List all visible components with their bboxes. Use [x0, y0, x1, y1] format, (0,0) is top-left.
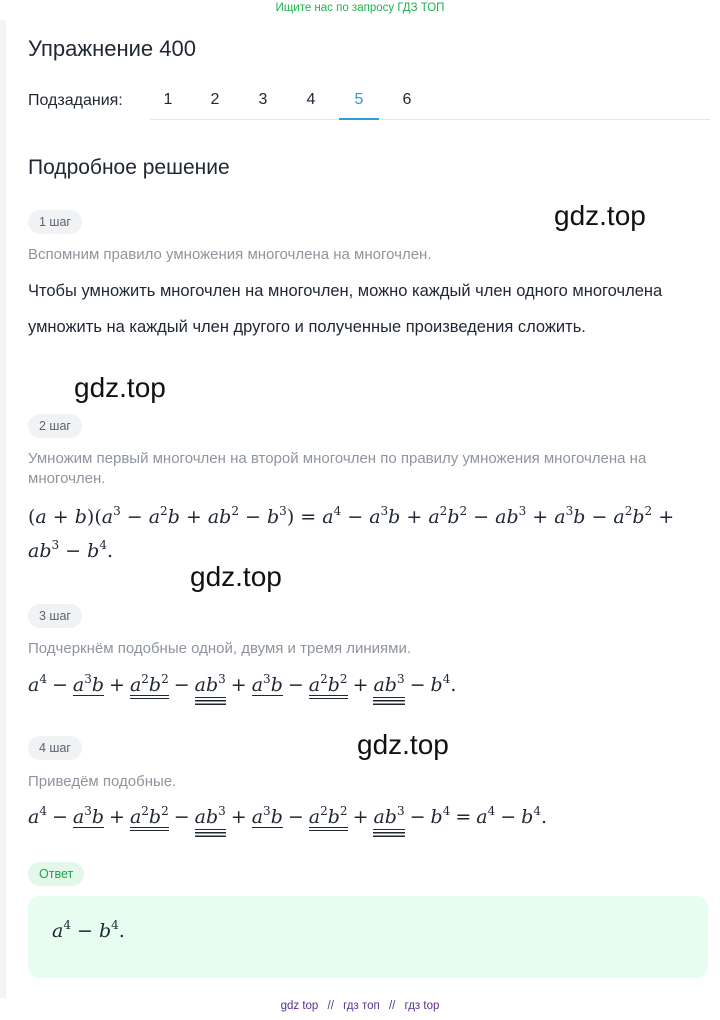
watermark: gdz.top — [190, 561, 282, 592]
subtask-tab-3[interactable]: 3 — [258, 91, 268, 108]
step-3-formula: $a^4 - a^3b + a^2b^2 - ab^3 + a^3b - a^2b^2 + ab^3 - b^4$. — [28, 668, 708, 702]
step-2-formula-line-1: $(a + b)(a^3 - a^2b + ab^2 - b^3) = a^4 - a^3b + a^2b^2 - ab^3 + a^3b - a^2b^2$ + — [28, 504, 675, 528]
step-1-chip: 1 шаг — [28, 210, 82, 234]
footer-link-2[interactable]: гдз топ — [343, 1000, 380, 1012]
subtask-tab-1[interactable]: 1 — [163, 91, 173, 108]
top-banner[interactable]: Ищите нас по запросу ГДЗ ТОП — [275, 2, 445, 14]
step-4-chip: 4 шаг — [28, 736, 82, 760]
step-4-hint: Приведём подобные. — [28, 773, 177, 790]
left-rail — [0, 20, 6, 998]
subtask-tab-2[interactable]: 2 — [210, 91, 220, 108]
solution-heading: Подробное решение — [28, 156, 230, 179]
footer-separator: // — [388, 1000, 396, 1012]
footer-separator: // — [327, 1000, 334, 1012]
step-1-rule: Чтобы умножить многочлен на многочлен, можно каждый член одного многочлена умножить на каждый член другого и полученные произведения сложить. — [28, 282, 663, 336]
step-2-chip: 2 шаг — [28, 414, 82, 438]
subtask-tab-4[interactable]: 4 — [306, 91, 316, 108]
subtask-tab-5[interactable]: 5 — [339, 88, 379, 120]
footer-link-3[interactable]: гдз top — [404, 1000, 440, 1012]
answer-formula: $a^4 - b^4$. — [52, 918, 125, 942]
subtask-tab-6[interactable]: 6 — [402, 91, 412, 108]
answer-box — [28, 896, 708, 978]
answer-chip: Ответ — [28, 862, 84, 886]
subtasks-nav — [28, 88, 710, 122]
step-4-formula: $a^4 - a^3b + a^2b^2 - ab^3 + a^3b - a^2b^2 + ab^3 - b^4 = a^4 - b^4$. — [28, 800, 708, 834]
step-2-formula-line-2: $ab^3 - b^4$. — [28, 538, 113, 562]
step-2-hint: Умножим первый многочлен на второй многочлен по правилу умножения многочлена на многочлен. — [28, 450, 647, 487]
step-1-hint: Вспомним правило умножения многочлена на многочлен. — [28, 246, 432, 263]
step-3-hint: Подчеркнём подобные одной, двумя и тремя линиями. — [28, 640, 412, 657]
footer-link-1[interactable]: gdz top — [280, 1000, 319, 1012]
footer-links — [0, 1000, 720, 1012]
step-3-chip: 3 шаг — [28, 604, 82, 628]
subtasks-label: Подзадания: — [28, 92, 123, 109]
watermark: gdz.top — [554, 200, 646, 231]
page-title: Упражнение 400 — [28, 36, 196, 61]
watermark: gdz.top — [74, 372, 166, 403]
watermark: gdz.top — [357, 729, 449, 760]
